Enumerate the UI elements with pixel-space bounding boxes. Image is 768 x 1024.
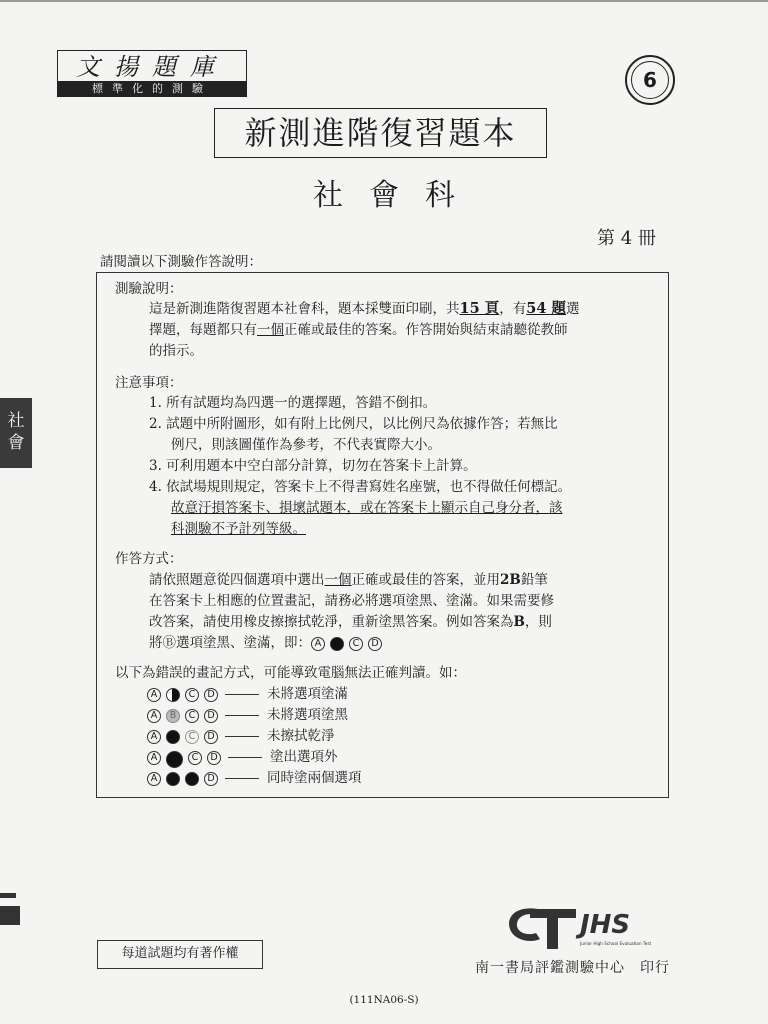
emphasis-one: 一個 (324, 572, 352, 588)
bubble-c-icon: C (188, 751, 202, 765)
bubble-d-icon: D (204, 772, 218, 786)
test-desc-line-2 (149, 320, 568, 340)
wrong-example-row (147, 684, 348, 704)
jhs-logo-text: JHS (580, 910, 631, 940)
page-top-edge (0, 0, 768, 2)
wrong-marking-heading: 以下為錯誤的畫記方式，可能導致電腦無法正確判讀。如： (115, 665, 466, 681)
answer-method-line-3 (149, 612, 552, 632)
test-desc-line-3: 的指示。 (149, 343, 203, 359)
bubble-c-icon: C (185, 688, 199, 702)
bubble-d-icon: D (204, 709, 218, 723)
question-count: 54 題 (526, 300, 566, 317)
instruction-lead: 請閱讀以下測驗作答說明： (100, 254, 262, 270)
bubble-a-icon: A (311, 637, 325, 651)
dash-line (228, 757, 262, 758)
test-desc-text: 正確或最佳的答案。作答開始與結束請聽從教師 (284, 322, 568, 338)
dash-line (225, 736, 259, 737)
answer-method-line-4 (149, 633, 387, 653)
wrong-example-label: 塗出選項外 (270, 749, 338, 765)
test-desc-text: 擇題，每題都只有 (149, 322, 257, 338)
instruction-box (96, 272, 669, 798)
pencil-type: 2B (500, 572, 521, 588)
note-item: 故意汙損答案卡、損壞試題本，或在答案卡上顯示自己身分者，該 (171, 500, 563, 516)
subject-title: 社會科 (313, 178, 481, 213)
note-item: 3. 可利用題本中空白部分計算，切勿在答案卡上計算。 (149, 458, 477, 474)
bubble-a-icon: A (147, 772, 161, 786)
answer-method-heading: 作答方式： (115, 551, 183, 567)
bubble-c-icon: C (185, 709, 199, 723)
answer-method-text: 將Ⓑ選項塗黑、塗滿，即： (149, 635, 311, 651)
volume-label: 第 4 冊 (597, 228, 656, 249)
side-mark (0, 893, 16, 898)
booklet-number: 6 (631, 61, 669, 99)
answer-method-text: 改答案，請使用橡皮擦擦拭乾淨，重新塗黑答案。例如答案為 (149, 614, 514, 630)
bubble-overfilled-icon (166, 751, 183, 768)
logo-main-text: 文揚題庫 (76, 53, 228, 81)
bubble-a-icon: A (147, 709, 161, 723)
answer-method-line-2: 在答案卡上相應的位置畫記，請務必將選項塗黑、塗滿。如果需要修 (149, 593, 554, 609)
note-item: 2. 試題中所附圖形，如有附上比例尺，以比例尺為依據作答；若無比 (149, 416, 558, 432)
wrong-example-row (147, 747, 338, 768)
wrong-example-row (147, 726, 335, 746)
subject-side-tab: 社會 (0, 398, 32, 468)
bubble-half-filled-icon (166, 688, 180, 702)
bubble-light-icon: B (166, 709, 180, 723)
booklet-code: (111NA06-S) (349, 994, 419, 1006)
emphasis-one: 一個 (257, 322, 284, 338)
bubble-a-icon: A (147, 730, 161, 744)
page-title: 新測進階復習題本 (214, 108, 547, 158)
notes-heading: 注意事項： (115, 375, 183, 391)
jhs-logo-subtext: Junior High School Evaluation Test (580, 941, 652, 946)
note-item: 科測驗不予計列等級。 (171, 521, 306, 537)
wrong-example-label: 未將選項塗黑 (267, 707, 348, 723)
dash-line (225, 694, 259, 695)
wrong-example-label: 未將選項塗滿 (267, 686, 348, 702)
bubble-filled-icon (166, 772, 180, 786)
logo-sub-text: 標準化的測驗 (58, 81, 246, 96)
answer-method-line-1 (149, 570, 548, 590)
bubble-filled-icon (185, 772, 199, 786)
copyright-notice: 每道試題均有著作權 (97, 940, 263, 969)
test-desc-line-1 (149, 299, 579, 319)
bubble-a-icon: A (147, 688, 161, 702)
bubble-filled-icon (166, 730, 180, 744)
answer-method-text: 請依照題意從四個選項中選出 (149, 572, 325, 588)
bubble-c-icon: C (349, 637, 363, 651)
dash-line (225, 778, 259, 779)
answer-method-text: 鉛筆 (520, 572, 548, 588)
wrong-example-label: 未擦拭乾淨 (267, 728, 335, 744)
note-item: 例尺，則該圖僅作為參考，不代表實際大小。 (171, 437, 441, 453)
test-desc-text: ，有 (499, 301, 527, 317)
wrong-example-row (147, 705, 348, 725)
publisher-name: 南一書局評鑑測驗中心 印行 (475, 960, 670, 976)
jhs-logo-icon (500, 895, 660, 955)
answer-method-text: 正確或最佳的答案，並用 (351, 572, 500, 588)
test-desc-text: 選 (565, 301, 580, 317)
note-item: 4. 依試場規則規定，答案卡上不得書寫姓名座號，也不得做任何標記。 (149, 479, 572, 495)
answer-method-text: ，則 (524, 614, 552, 630)
bubble-a-icon: A (147, 751, 161, 765)
booklet-number-badge (625, 55, 675, 105)
jhs-logo (500, 895, 660, 955)
publisher-logo (57, 50, 247, 97)
bubble-d-icon: D (204, 730, 218, 744)
page-count: 15 頁 (459, 300, 500, 317)
bubble-smudged-icon: C (185, 730, 199, 744)
wrong-example-label: 同時塗兩個選項 (267, 770, 362, 786)
bubble-d-icon: D (207, 751, 221, 765)
bubble-d-icon: D (368, 637, 382, 651)
bubble-d-icon: D (204, 688, 218, 702)
wrong-example-row (147, 768, 362, 788)
test-desc-heading: 測驗說明： (115, 281, 183, 297)
note-item: 1. 所有試題均為四選一的選擇題，答錯不倒扣。 (149, 395, 437, 411)
example-answer: B (513, 614, 525, 630)
dash-line (225, 715, 259, 716)
side-mark (0, 906, 20, 925)
bubble-filled-icon (330, 637, 344, 651)
test-desc-text: 這是新測進階復習題本社會科，題本採雙面印刷，共 (149, 301, 460, 317)
